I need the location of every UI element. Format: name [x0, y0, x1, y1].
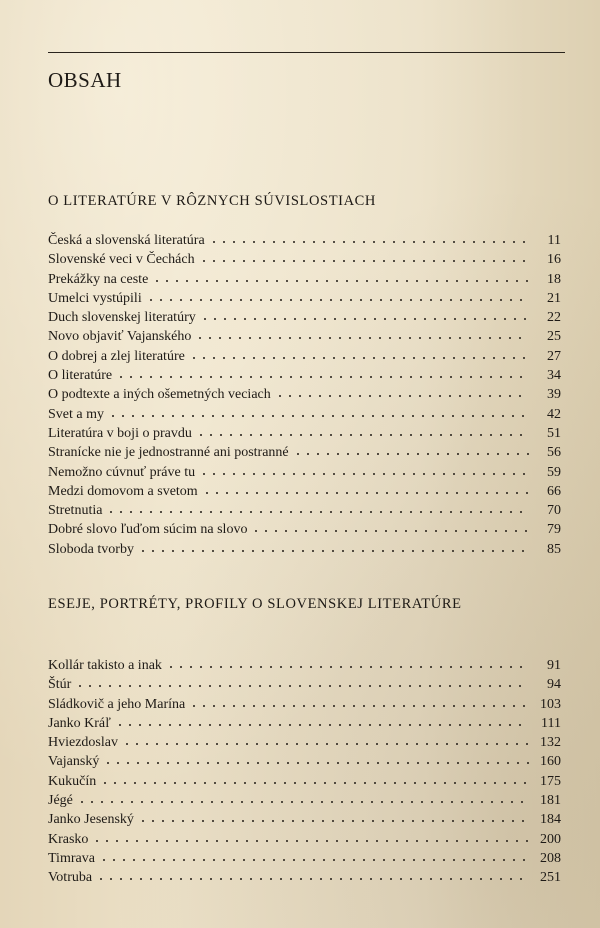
toc-entry-title: O literatúre: [48, 368, 113, 384]
toc-entry-page-number: 16: [547, 252, 561, 268]
toc-entry-title: Votruba: [48, 870, 93, 886]
toc-entry: [48, 288, 561, 307]
toc-entry-title: Stretnutia: [48, 503, 103, 519]
toc-entry: [48, 500, 561, 519]
dot-leader: [195, 327, 529, 341]
top-rule: [48, 52, 565, 53]
toc-entry-title: Umelci vystúpili: [48, 290, 142, 306]
section-title-2: ESEJE, PORTRÉTY, PROFILY O SLOVENSKEJ LITERATÚRE: [48, 596, 462, 612]
toc-entry-page-number: 70: [547, 503, 561, 519]
toc-entry-title: Janko Jesenský: [48, 812, 134, 828]
toc-entry-title: Prekážky na ceste: [48, 271, 149, 287]
toc-entry-title: Duch slovenskej literatúry: [48, 310, 196, 326]
dot-leader: [152, 270, 529, 284]
toc-entry-title: Stranícke nie je jednostranné ani postranné: [48, 445, 289, 461]
toc-entry-page-number: 22: [547, 310, 561, 326]
toc-entry-title: Kollár takisto a inak: [48, 658, 162, 673]
toc-entry-page-number: 34: [547, 368, 561, 384]
dot-leader: [199, 463, 529, 477]
toc-entry-page-number: 200: [540, 831, 561, 847]
toc-entry-title: Krasko: [48, 831, 89, 847]
section-title-1: O LITERATÚRE V RÔZNYCH SÚVISLOSTIACH: [48, 193, 376, 209]
toc-entry: [48, 462, 561, 481]
toc-entry-title: Literatúra v boji o pravdu: [48, 425, 192, 441]
toc-entry-title: Sloboda tvorby: [48, 541, 134, 557]
toc-entry: [48, 829, 561, 848]
toc-entry-title: Nemožno cúvnuť práve tu: [48, 464, 196, 480]
toc-section-1: [48, 230, 561, 558]
toc-entry: [48, 809, 561, 828]
toc-entry-page-number: 85: [547, 541, 561, 557]
toc-entry: [48, 655, 561, 674]
toc-entry-page-number: 51: [547, 425, 561, 441]
toc-entry-page-number: 79: [547, 522, 561, 538]
toc-entry-title: Hviezdoslav: [48, 735, 118, 751]
dot-leader: [189, 347, 529, 361]
toc-entry-page-number: 91: [547, 658, 561, 673]
dot-leader: [138, 540, 529, 554]
toc-entry: [48, 790, 561, 809]
toc-entry-page-number: 175: [540, 773, 561, 789]
toc-entry-page-number: 56: [547, 445, 561, 461]
toc-entry-page-number: 25: [547, 329, 561, 345]
toc-entry-page-number: 18: [547, 271, 561, 287]
dot-leader: [100, 772, 529, 786]
toc-entry: [48, 326, 561, 345]
toc-entry-title: O dobrej a zlej literatúre: [48, 348, 185, 364]
toc-entry-page-number: 42: [547, 406, 561, 422]
dot-leader: [293, 443, 529, 457]
dot-leader: [251, 520, 529, 534]
dot-leader: [77, 791, 529, 805]
toc-entry: [48, 307, 561, 326]
toc-entry: [48, 751, 561, 770]
toc-entry-title: O podtexte a iných ošemetných veciach: [48, 387, 271, 403]
dot-leader: [106, 501, 529, 515]
toc-entry-page-number: 11: [547, 233, 561, 248]
toc-entry: [48, 230, 561, 249]
dot-leader: [166, 656, 529, 670]
toc-entry-page-number: 160: [540, 754, 561, 770]
dot-leader: [202, 482, 529, 496]
toc-entry-title: Jégé: [48, 793, 73, 809]
toc-entry: [48, 519, 561, 538]
toc-entry-page-number: 59: [547, 464, 561, 480]
toc-entry: [48, 539, 561, 558]
dot-leader: [138, 810, 529, 824]
toc-entry-page-number: 132: [540, 735, 561, 751]
toc-entry-page-number: 27: [547, 348, 561, 364]
toc-entry-title: Janko Kráľ: [48, 715, 111, 731]
page-title: OBSAH: [48, 68, 122, 92]
dot-leader: [96, 868, 529, 882]
toc-entry: [48, 365, 561, 384]
toc-entry-page-number: 66: [547, 483, 561, 499]
toc-entry-title: Dobré slovo ľuďom súcim na slovo: [48, 522, 248, 538]
dot-leader: [199, 250, 529, 264]
toc-entry-page-number: 94: [547, 677, 561, 693]
toc-entry: [48, 848, 561, 867]
dot-leader: [200, 308, 529, 322]
toc-entry-title: Slovenské veci v Čechách: [48, 252, 195, 268]
toc-entry-page-number: 111: [541, 715, 561, 731]
toc-entry: [48, 771, 561, 790]
dot-leader: [275, 385, 529, 399]
toc-entry-page-number: 21: [547, 290, 561, 306]
toc-section-2: [48, 655, 561, 887]
dot-leader: [209, 231, 529, 245]
toc-entry: [48, 713, 561, 732]
dot-leader: [115, 714, 529, 728]
dot-leader: [196, 424, 529, 438]
toc-entry: [48, 404, 561, 423]
dot-leader: [189, 695, 529, 709]
toc-entry: [48, 481, 561, 500]
dot-leader: [108, 405, 529, 419]
toc-entry: [48, 249, 561, 268]
dot-leader: [75, 675, 529, 689]
toc-entry-title: Svet a my: [48, 406, 104, 422]
toc-entry-page-number: 103: [540, 696, 561, 712]
toc-entry-title: Štúr: [48, 677, 72, 693]
dot-leader: [92, 830, 529, 844]
toc-entry-title: Sládkovič a jeho Marína: [48, 696, 186, 712]
toc-entry-title: Timrava: [48, 850, 95, 866]
dot-leader: [122, 733, 529, 747]
toc-entry-page-number: 251: [540, 870, 561, 886]
dot-leader: [116, 366, 529, 380]
toc-entry-page-number: 39: [547, 387, 561, 403]
toc-entry: [48, 674, 561, 693]
dot-leader: [103, 752, 529, 766]
toc-entry: [48, 346, 561, 365]
dot-leader: [99, 849, 529, 863]
toc-entry: [48, 423, 561, 442]
toc-entry-title: Kukučín: [48, 773, 97, 789]
toc-entry-page-number: 181: [540, 793, 561, 809]
toc-entry-title: Novo objaviť Vajanského: [48, 329, 192, 345]
toc-entry-title: Vajanský: [48, 754, 100, 770]
toc-entry: [48, 732, 561, 751]
toc-entry-page-number: 184: [540, 812, 561, 828]
toc-entry-title: Medzi domovom a svetom: [48, 483, 198, 499]
toc-entry-title: Česká a slovenská literatúra: [48, 233, 205, 248]
toc-entry: [48, 384, 561, 403]
toc-entry: [48, 269, 561, 288]
toc-entry: [48, 694, 561, 713]
dot-leader: [146, 289, 529, 303]
toc-entry-page-number: 208: [540, 850, 561, 866]
toc-entry: [48, 442, 561, 461]
toc-entry: [48, 867, 561, 886]
